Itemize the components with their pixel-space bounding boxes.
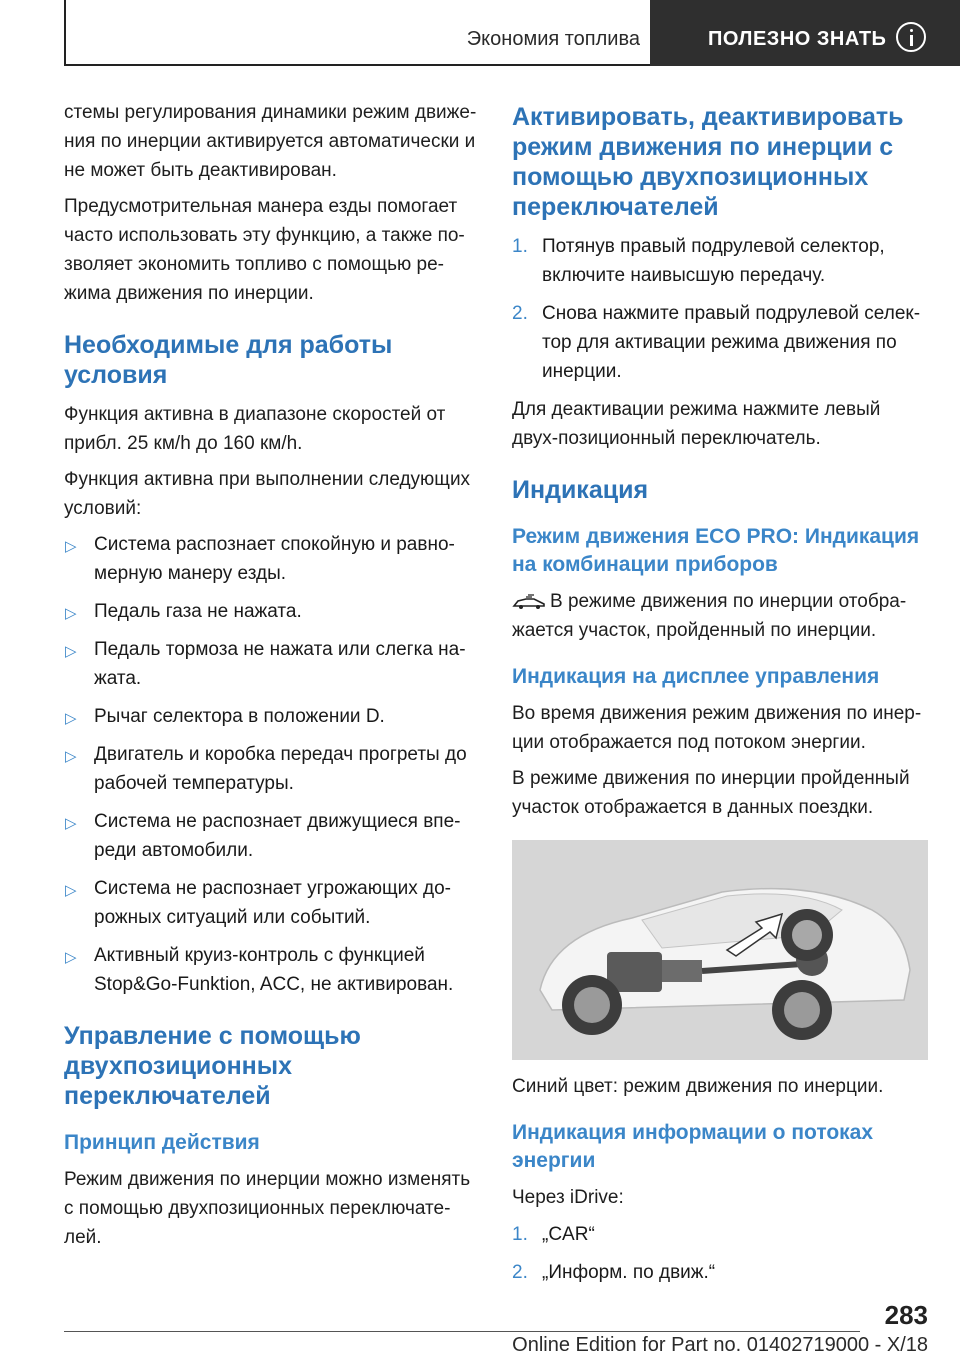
list-item: 2. „Информ. по движ.“ [512, 1258, 928, 1287]
list-item: ▷ Педаль газа не нажата. [64, 597, 482, 626]
principle-paragraph: Режим движения по инерции можно изменять с помощью двухпозиционных переключате-лей. [64, 1169, 471, 1248]
deactivate-paragraph: Для деактивации режима нажмите левый двух-позиционный переключатель. [512, 399, 881, 449]
list-item: ▷ Двигатель и коробка передач прогреты до рабочей температуры. [65, 744, 467, 794]
step-number: 1. [512, 1224, 528, 1245]
heading-control-display: Индикация на дисплее управления [512, 665, 880, 688]
list-item: 2. Снова нажмите правый подрулевой селек-тор для активации режима движения по инерции. [512, 299, 928, 386]
figure-caption: Синий цвет: режим движения по инерции. [512, 1076, 884, 1097]
badge-label: ПОЛЕЗНО ЗНАТЬ [708, 28, 887, 50]
coasting-car-icon [512, 594, 546, 610]
good-to-know-badge [650, 0, 960, 66]
list-item: 1. Потянув правый подрулевой селектор, включите наивысшую передачу. [512, 232, 928, 290]
car-drivetrain-image [512, 840, 928, 1060]
heading-activate: Активировать, деактивировать режим движения по инерции с помощью двухпозиционных переключателей [512, 103, 904, 221]
step-number: 2. [512, 1262, 528, 1283]
conditions-speed: Функция активна в диапазоне скоростей от прибл. 25 км/h до 160 км/h. [64, 404, 446, 454]
left-column [64, 98, 482, 1259]
triangle-bullet-icon: ▷ [65, 949, 77, 966]
info-icon [896, 22, 926, 52]
menu-path-list [512, 1220, 928, 1287]
intro-paragraph-1: стемы регулирования динамики режим движе-ния по инерции активируется автоматически и не может быть деактивирован. [64, 102, 477, 181]
triangle-bullet-icon: ▷ [65, 710, 77, 727]
triangle-bullet-icon: ▷ [65, 605, 77, 622]
step-number: 2. [512, 303, 528, 324]
list-item: ▷ Система не распознает угрожающих до-рожных ситуаций или событий. [65, 878, 451, 928]
via-idrive: Через iDrive: [512, 1187, 624, 1208]
list-item: 1. „CAR“ [512, 1220, 928, 1249]
list-item: ▷ Система не распознает движущиеся впе-реди автомобили. [65, 811, 461, 861]
list-item: ▷ Рычаг селектора в положении D. [64, 702, 482, 731]
heading-principle: Принцип действия [64, 1131, 260, 1154]
list-item: ▷ Система распознает спокойную и равно-мерную манеру езды. [65, 534, 455, 584]
step-number: 1. [512, 236, 528, 257]
conditions-intro: Функция активна при выполнении следующих условий: [64, 469, 471, 519]
list-item: ▷ Педаль тормоза не нажата или слегка на-жата. [65, 639, 466, 689]
section-title: Экономия топлива [466, 28, 640, 50]
heading-display: Индикация [512, 476, 649, 504]
page-number: 283 [884, 1300, 928, 1330]
control-display-paragraph-2: В режиме движения по инерции пройденный участок отображается в данных поездки. [512, 768, 910, 818]
triangle-bullet-icon: ▷ [65, 538, 77, 555]
heading-eco-pro: Режим движения ECO PRO: Индикация на комбинации приборов [512, 525, 920, 576]
triangle-bullet-icon: ▷ [65, 643, 77, 660]
eco-paragraph: В режиме движения по инерции отобра-жается участок, пройденный по инерции. [512, 591, 907, 641]
activate-steps [512, 232, 928, 386]
footer-rule [64, 1331, 860, 1332]
conditions-list [64, 530, 482, 999]
right-column [512, 98, 928, 1296]
triangle-bullet-icon: ▷ [65, 748, 77, 765]
edition-footer: Online Edition for Part no. 01402719000 - X/18 [512, 1334, 928, 1356]
triangle-bullet-icon: ▷ [65, 815, 77, 832]
header-rule-bottom [64, 64, 650, 66]
intro-paragraph-2: Предусмотрительная манера езды помогает часто использовать эту функцию, а также по-зволяет экономить топливо с помощью ре-жима движения по инерции. [64, 196, 465, 304]
triangle-bullet-icon: ▷ [65, 882, 77, 899]
control-display-paragraph-1: Во время движения режим движения по инер-ции отображается под потоком энергии. [512, 703, 922, 753]
list-item: ▷ Активный круиз-контроль с функцией Stop&Go-Funktion, ACC, не активирован. [65, 945, 454, 995]
heading-control: Управление с помощью двухпозиционных переключателей [64, 1022, 361, 1110]
heading-energy-flow: Индикация информации о потоках энергии [512, 1121, 874, 1172]
drivetrain-illustration [512, 840, 928, 1060]
heading-conditions: Необходимые для работы условия [64, 331, 393, 389]
